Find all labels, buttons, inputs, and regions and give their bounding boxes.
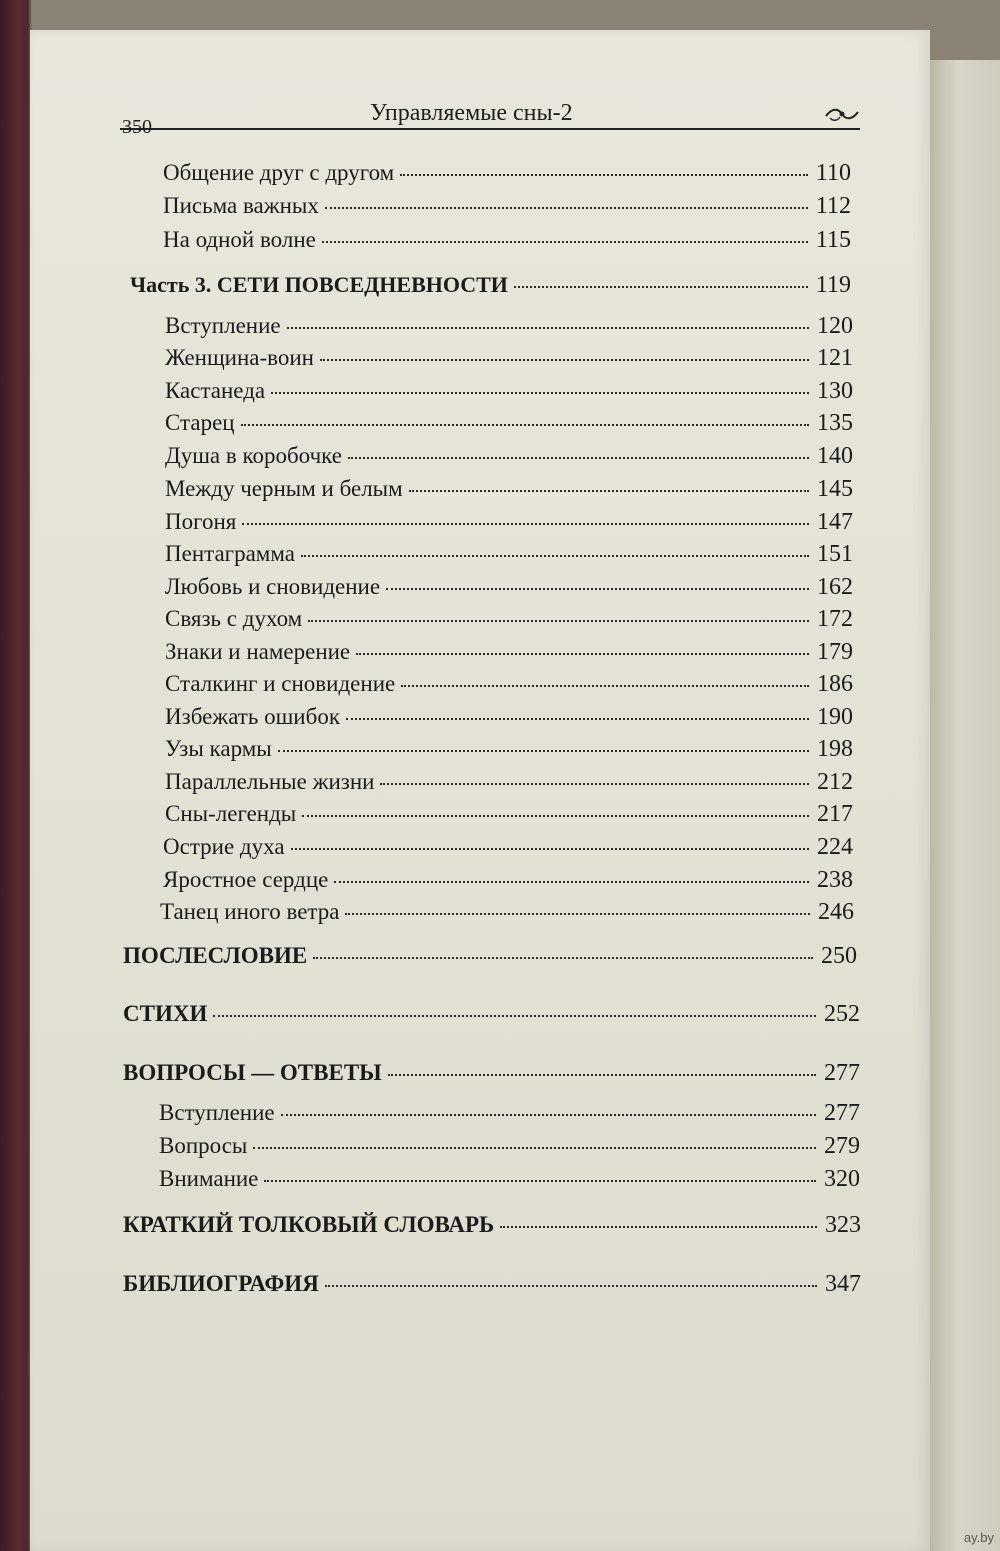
dot-leader: [242, 523, 809, 525]
toc-entry-page: 186: [817, 671, 853, 697]
dot-leader: [241, 424, 809, 426]
toc-entry-page: 147: [817, 509, 853, 535]
dot-leader: [325, 207, 808, 209]
toc-entry: [165, 541, 853, 568]
toc-chapter-entry: [123, 1060, 860, 1087]
toc-entry-title: Письма важных: [163, 193, 319, 218]
dot-leader: [500, 1226, 817, 1228]
toc-entry-title: КРАТКИЙ ТОЛКОВЫЙ СЛОВАРЬ: [123, 1212, 495, 1237]
toc-entry-title: Знаки и намерение: [165, 639, 351, 664]
toc-entry: [165, 313, 853, 340]
toc-entry: [165, 443, 853, 470]
toc-entry: [165, 704, 853, 731]
toc-entry: [165, 736, 853, 763]
toc-entry-page: 121: [817, 345, 853, 371]
dot-leader: [400, 174, 808, 176]
toc-entry-page: 130: [817, 378, 853, 404]
toc-entry-page: 115: [815, 227, 851, 253]
toc-entry: [165, 671, 853, 698]
toc-entry-page: 119: [815, 272, 851, 298]
toc-entry-title: Внимание: [159, 1166, 259, 1191]
toc-entry-title: Пентаграмма: [165, 541, 295, 566]
toc-entry: [165, 509, 853, 536]
dot-leader: [320, 359, 809, 361]
toc-entry-page: 140: [817, 443, 853, 469]
toc-entry: [165, 769, 853, 796]
toc-entry-page: 162: [817, 574, 853, 600]
toc-chapter-entry: [123, 1001, 860, 1028]
toc-entry-page: 172: [817, 606, 853, 632]
toc-entry-title: Кастанеда: [165, 378, 266, 403]
toc-entry: [159, 1133, 860, 1160]
toc-entry-page: 145: [817, 476, 853, 502]
toc-entry: [163, 227, 851, 254]
toc-entry-page: 277: [824, 1060, 860, 1086]
dot-leader: [301, 555, 809, 557]
book-title: Управляемые сны-2: [370, 100, 573, 126]
toc-entry: [165, 476, 853, 503]
toc-entry-page: 347: [825, 1271, 861, 1297]
dot-leader: [271, 392, 809, 394]
dot-leader: [278, 750, 809, 752]
dot-leader: [345, 913, 810, 915]
toc-entry: [163, 193, 851, 220]
toc-entry: [160, 899, 854, 926]
toc-entry-title: Старец: [165, 410, 235, 435]
toc-entry: [159, 1166, 860, 1193]
toc-entry-title: Женщина-воин: [165, 345, 314, 370]
toc-entry: [165, 345, 853, 372]
toc-entry: [163, 867, 853, 894]
toc-entry-title: Общение друг с другом: [163, 160, 395, 185]
toc-entry-page: 320: [824, 1166, 860, 1192]
toc-entry-page: 217: [817, 801, 853, 827]
dot-leader: [264, 1180, 816, 1182]
dot-leader: [287, 327, 809, 329]
toc-entry-page: 323: [825, 1212, 861, 1238]
toc-entry-title: Сталкинг и сновидение: [165, 671, 396, 696]
page-number: 350: [122, 116, 152, 138]
toc-entry-page: 246: [818, 899, 854, 925]
watermark: ay.by: [963, 1530, 994, 1545]
toc-entry-title: ПОСЛЕСЛОВИЕ: [123, 943, 308, 968]
dot-leader: [322, 241, 808, 243]
toc-entry-page: 190: [817, 704, 853, 730]
dot-leader: [325, 1285, 817, 1287]
toc-entry-title: Вопросы: [159, 1133, 248, 1158]
toc-entry-page: 135: [817, 410, 853, 436]
toc-entry-page: 179: [817, 639, 853, 665]
toc-entry: [165, 574, 853, 601]
toc-entry: [165, 606, 853, 633]
dot-leader: [388, 1074, 816, 1076]
toc-entry-page: 212: [817, 769, 853, 795]
dot-leader: [401, 685, 809, 687]
dot-leader: [308, 620, 809, 622]
toc-entry-page: 277: [824, 1100, 860, 1126]
toc-entry-title: Острие духа: [163, 834, 285, 859]
toc-entry-page: 120: [817, 313, 853, 339]
dot-leader: [253, 1147, 816, 1149]
toc-entry-title: Параллельные жизни: [165, 769, 375, 794]
toc-entry-title: Танец иного ветра: [160, 899, 340, 924]
toc-chapter-entry: [123, 1271, 861, 1298]
toc-entry-title: Узы кармы: [165, 736, 272, 761]
toc-entry-title: СТИХИ: [123, 1001, 208, 1026]
toc-entry-title: Яростное сердце: [163, 867, 329, 892]
toc-entry-page: 224: [817, 834, 853, 860]
toc-entry-title: ВОПРОСЫ — ОТВЕТЫ: [123, 1060, 382, 1085]
dot-leader: [291, 848, 809, 850]
toc-entry-title: Сны-легенды: [165, 801, 297, 826]
toc-entry: [165, 410, 853, 437]
toc-entry: [163, 834, 853, 861]
toc-entry-title: Между черным и белым: [165, 476, 403, 501]
toc-entry-page: 110: [815, 160, 851, 186]
dot-leader: [514, 286, 808, 288]
dot-leader: [334, 881, 809, 883]
toc-entry: [163, 160, 851, 187]
dot-leader: [346, 718, 809, 720]
toc-entry: [165, 639, 853, 666]
dot-leader: [302, 815, 809, 817]
toc-entry-title: Душа в коробочке: [165, 443, 342, 468]
toc-entry: [165, 801, 853, 828]
toc-chapter-entry: [123, 1212, 861, 1239]
toc-entry-page: 279: [824, 1133, 860, 1159]
toc-entry-page: 252: [824, 1001, 860, 1027]
dot-leader: [356, 653, 809, 655]
dot-leader: [386, 588, 809, 590]
toc-entry-page: 151: [817, 541, 853, 567]
toc-entry-title: Вступление: [165, 313, 281, 338]
dot-leader: [213, 1015, 816, 1017]
toc-entry-page: 112: [815, 193, 851, 219]
toc-entry-title: Избежать ошибок: [165, 704, 340, 729]
toc-entry-title: На одной волне: [163, 227, 316, 252]
dot-leader: [348, 457, 809, 459]
toc-entry-title: Связь с духом: [165, 606, 303, 631]
dot-leader: [281, 1114, 816, 1116]
toc-entry: [159, 1100, 860, 1127]
toc-part-entry: [130, 272, 851, 299]
toc-entry-title: БИБЛИОГРАФИЯ: [123, 1271, 319, 1296]
toc-entry-title: Любовь и сновидение: [165, 574, 381, 599]
toc-entry-page: 238: [817, 867, 853, 893]
toc-entry-page: 250: [821, 943, 857, 969]
toc-entry-title: Часть 3. СЕТИ ПОВСЕДНЕВНОСТИ: [130, 272, 508, 297]
toc-entry-title: Погоня: [165, 509, 237, 534]
dot-leader: [409, 490, 809, 492]
toc-chapter-entry: [123, 943, 857, 970]
toc-entry-page: 198: [817, 736, 853, 762]
toc-entry: [165, 378, 853, 405]
dot-leader: [380, 783, 809, 785]
toc-entry-title: Вступление: [159, 1100, 275, 1125]
dot-leader: [313, 957, 813, 959]
